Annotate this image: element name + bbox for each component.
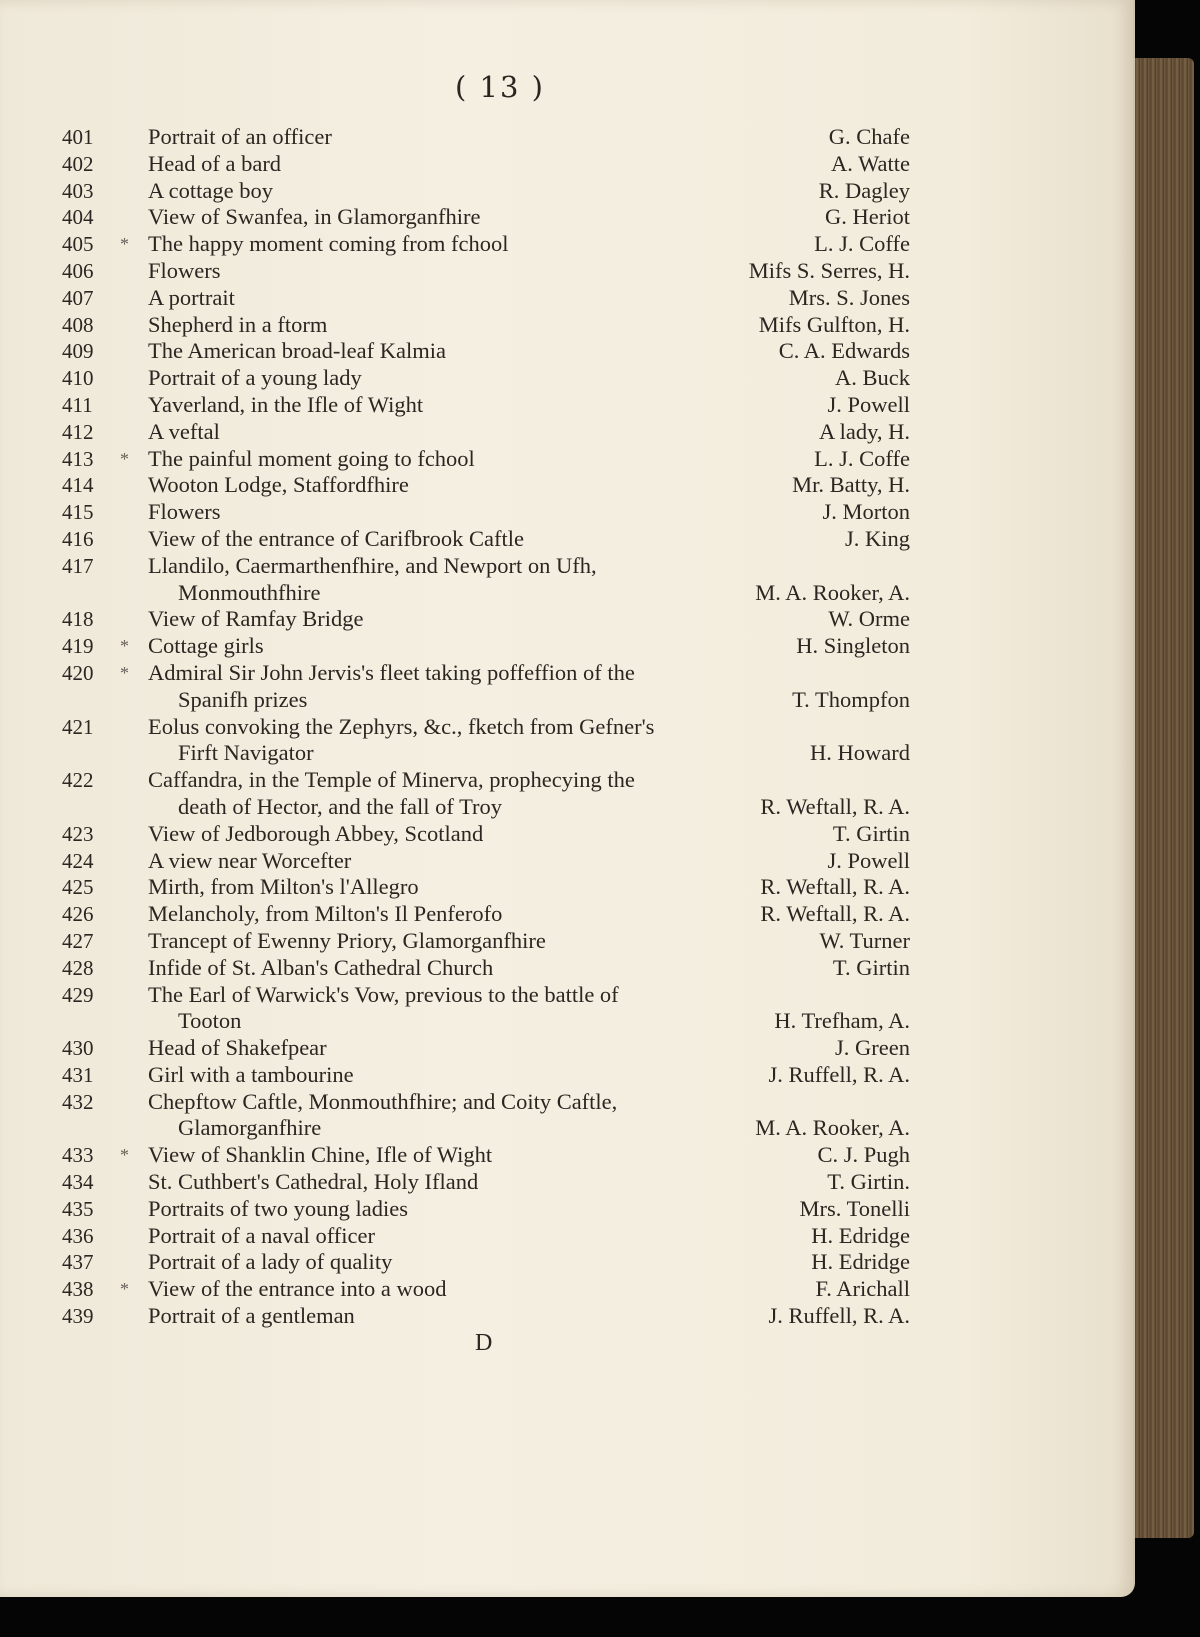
entry-number: 409 [62,339,94,364]
entry-title: View of the entrance into a wood [148,1276,447,1302]
entry-title: Head of a bard [148,150,282,176]
entry-number: 414 [62,473,94,498]
entry-line [62,1142,910,1169]
catalogue-entry [62,1035,910,1062]
entry-title: Mirth, from Milton's l'Allegro [148,874,419,900]
catalogue-entry [62,258,910,285]
entry-artist: H. Howard [810,740,910,766]
entry-artist: J. Green [835,1035,910,1061]
catalogue-entry [62,472,910,499]
entry-number: 436 [62,1223,94,1248]
entry-line [62,714,910,741]
entry-artist: Mifs Gulfton, H. [758,311,910,337]
entry-title: Trancept of Ewenny Priory, Glamorganfhire [148,927,546,953]
catalogue-entry [62,312,910,339]
entry-number: 438 [62,1277,94,1302]
entry-line [62,928,910,955]
entry-artist: H. Edridge [811,1222,910,1248]
catalogue-entry [62,1249,910,1276]
entry-number: 429 [62,982,94,1007]
entry-continuation-line [62,794,910,821]
catalogue-entry [62,633,910,660]
entry-artist: J. Ruffell, R. A. [768,1061,910,1087]
entry-artist: T. Girtin. [827,1169,910,1195]
catalogue-entry [62,606,910,633]
entry-title: Eolus convoking the Zephyrs, &c., fketch from Gefner's [148,713,655,739]
catalogue-entry [62,1062,910,1089]
entry-title: Girl with a tambourine [148,1061,354,1087]
entry-number: 432 [62,1089,94,1114]
catalogue-entry [62,499,910,526]
entry-number: 404 [62,205,94,230]
entry-title: View of Shanklin Chine, Ifle of Wight [148,1142,493,1168]
entry-line [62,1249,910,1276]
entry-artist: G. Chafe [828,124,910,149]
entry-title: Spanifh prizes [178,686,308,712]
entry-line [62,1223,910,1250]
catalogue-entry [62,874,910,901]
catalogue-entry [62,1303,910,1330]
entry-line [62,231,910,258]
entry-number: 426 [62,902,94,927]
entry-artist: G. Heriot [825,204,910,230]
catalogue-entry [62,1276,910,1303]
entry-title: Chepftow Caftle, Monmouthfhire; and Coity Caftle, [148,1088,618,1114]
entry-title: Portrait of an officer [148,124,332,149]
catalogue-entry [62,204,910,231]
entry-line [62,1169,910,1196]
entry-artist: Mr. Batty, H. [792,472,910,498]
entry-artist: C. J. Pugh [817,1142,910,1168]
entry-number: 430 [62,1036,94,1061]
entry-number: 410 [62,366,94,391]
entry-title: Monmouthfhire [178,579,321,605]
entry-title: Llandilo, Caermarthenfhire, and Newport on Ufh, [148,552,597,578]
entry-title: Admiral Sir John Jervis's fleet taking poffeffion of the [148,659,635,685]
entry-artist: L. J. Coffe [814,445,910,471]
entry-artist: R. Weftall, R. A. [760,874,910,900]
entry-title: Portrait of a lady of quality [148,1249,393,1275]
entry-title: The painful moment going to fchool [148,445,475,471]
catalogue-entry [62,285,910,312]
entry-line [62,312,910,339]
entry-number: 417 [62,553,94,578]
entry-artist: R. Weftall, R. A. [760,793,910,819]
entry-line [62,955,910,982]
asterisk-mark: * [120,1145,129,1166]
entry-artist: A lady, H. [818,418,910,444]
catalogue-entry [62,124,910,151]
entry-artist: J. Morton [822,499,910,525]
entry-line [62,660,910,687]
entry-artist: H. Edridge [811,1249,910,1275]
entry-number: 437 [62,1250,94,1275]
entry-line [62,472,910,499]
entry-number: 407 [62,285,94,310]
entry-line [62,178,910,205]
entry-artist: A. Buck [835,365,910,391]
entry-artist: T. Thompfon [792,686,910,712]
entry-line [62,1035,910,1062]
entry-title: A portrait [148,284,235,310]
entry-artist: H. Singleton [796,633,910,659]
catalogue-entry [62,392,910,419]
catalogue-entry [62,178,910,205]
catalogue-entry [62,901,910,928]
entry-number: 434 [62,1170,94,1195]
catalogue-entry [62,1196,910,1223]
catalogue-entry [62,231,910,258]
entry-line [62,633,910,660]
entry-line [62,848,910,875]
entry-title: View of the entrance of Carifbrook Caftle [148,525,524,551]
entry-title: Flowers [148,499,221,525]
entry-line [62,446,910,473]
asterisk-mark: * [120,1279,129,1300]
entry-artist: T. Girtin [832,954,910,980]
asterisk-mark: * [120,234,129,255]
entry-number: 425 [62,875,94,900]
entry-line [62,285,910,312]
entry-number: 402 [62,151,94,176]
entry-continuation-line [62,1008,910,1035]
entry-number: 435 [62,1196,94,1221]
entry-artist: Mifs S. Serres, H. [748,257,910,283]
entry-artist: W. Turner [819,927,910,953]
entry-artist: L. J. Coffe [814,231,910,257]
entry-number: 403 [62,178,94,203]
book-spine-edge [1132,58,1194,1538]
entry-title: Glamorganfhire [178,1115,322,1141]
catalogue-entry [62,767,910,821]
entry-number: 433 [62,1143,94,1168]
entry-title: Tooton [178,1008,242,1034]
entry-number: 405 [62,232,94,257]
catalogue-entry [62,446,910,473]
entry-title: Head of Shakefpear [148,1035,327,1061]
entry-number: 423 [62,821,94,846]
entry-title: death of Hector, and the fall of Troy [178,793,503,819]
catalogue-entry [62,553,910,607]
entry-artist: R. Dagley [818,177,910,203]
asterisk-mark: * [120,662,129,683]
entry-number: 418 [62,607,94,632]
asterisk-mark: * [120,448,129,469]
entry-title: Portraits of two young ladies [148,1195,408,1221]
catalogue-entry [62,714,910,768]
catalogue-entry [62,1142,910,1169]
catalogue-entry [62,982,910,1036]
catalogue-entry [62,1169,910,1196]
catalogue-entry [62,928,910,955]
catalogue-entry [62,1089,910,1143]
entry-line [62,392,910,419]
entry-continuation-line [62,1115,910,1142]
entry-line [62,258,910,285]
entry-line [62,1276,910,1303]
entry-artist: A. Watte [830,150,910,176]
entry-number: 419 [62,634,94,659]
entry-title: Portrait of a young lady [148,365,362,391]
entry-title: Caffandra, in the Temple of Minerva, prophecying the [148,767,635,793]
entry-number: 428 [62,955,94,980]
entry-title: A cottage boy [148,177,273,203]
entry-line [62,526,910,553]
catalogue-entry [62,1223,910,1250]
entry-number: 415 [62,500,94,525]
entry-title: Infide of St. Alban's Cathedral Church [148,954,494,980]
entry-number: 421 [62,714,94,739]
entry-artist: F. Arichall [815,1276,910,1302]
catalogue-entries [62,124,910,1330]
entry-title: The Earl of Warwick's Vow, previous to the battle of [148,981,619,1007]
catalogue-entry [62,419,910,446]
entry-line [62,1062,910,1089]
entry-line [62,821,910,848]
catalogue-entry [62,338,910,365]
entry-number: 406 [62,258,94,283]
entry-artist: J. King [844,525,910,551]
entry-title: Portrait of a naval officer [148,1222,375,1248]
entry-line [62,767,910,794]
entry-title: St. Cuthbert's Cathedral, Holy Ifland [148,1169,479,1195]
entry-artist: Mrs. S. Jones [788,284,910,310]
entry-title: Shepherd in a ftorm [148,311,328,337]
entry-number: 413 [62,446,94,471]
entry-artist: J. Powell [827,847,910,873]
entry-title: View of Jedborough Abbey, Scotland [148,820,484,846]
entry-title: The American broad-leaf Kalmia [148,338,446,364]
entry-line [62,124,910,151]
entry-number: 412 [62,419,94,444]
catalogue-entry [62,365,910,392]
entry-line [62,874,910,901]
entry-title: View of Ramfay Bridge [148,606,364,632]
entry-artist: T. Girtin [832,820,910,846]
entry-artist: J. Powell [827,391,910,417]
entry-artist: W. Orme [828,606,910,632]
entry-line [62,338,910,365]
entry-line [62,1303,910,1330]
entry-number: 408 [62,312,94,337]
entry-number: 424 [62,848,94,873]
entry-number: 411 [62,392,93,417]
signature-mark: D [475,1330,493,1356]
entry-artist: H. Trefham, A. [774,1008,910,1034]
catalogue-entry [62,151,910,178]
entry-number: 422 [62,768,94,793]
entry-title: Firft Navigator [178,740,314,766]
catalogue-entry [62,955,910,982]
entry-line [62,1196,910,1223]
entry-artist: R. Weftall, R. A. [760,901,910,927]
entry-line [62,419,910,446]
entry-number: 431 [62,1062,94,1087]
entry-artist: C. A. Edwards [778,338,910,364]
entry-line [62,151,910,178]
entry-continuation-line [62,580,910,607]
entry-number: 420 [62,660,94,685]
entry-line [62,204,910,231]
entry-line [62,901,910,928]
asterisk-mark: * [120,636,129,657]
entry-continuation-line [62,687,910,714]
entry-title: Flowers [148,257,221,283]
entry-artist: J. Ruffell, R. A. [768,1303,910,1329]
entry-number: 416 [62,526,94,551]
entry-number: 401 [62,125,94,149]
entry-title: Yaverland, in the Ifle of Wight [148,391,424,417]
entry-artist: Mrs. Tonelli [799,1195,910,1221]
catalogue-entry [62,821,910,848]
page-number: ( 13 ) [455,70,545,104]
entry-number: 427 [62,928,94,953]
entry-line [62,1089,910,1116]
entry-line [62,499,910,526]
entry-title: Cottage girls [148,633,264,659]
catalogue-entry [62,526,910,553]
entry-number: 439 [62,1304,94,1329]
catalogue-entry [62,660,910,714]
entry-artist: M. A. Rooker, A. [755,1115,910,1141]
entry-title: Melancholy, from Milton's Il Penferofo [148,901,503,927]
entry-line [62,553,910,580]
entry-line [62,365,910,392]
entry-artist: M. A. Rooker, A. [755,579,910,605]
entry-title: Wooton Lodge, Staffordfhire [148,472,409,498]
entry-line [62,606,910,633]
entry-title: Portrait of a gentleman [148,1303,355,1329]
entry-title: A veftal [148,418,220,444]
entry-title: View of Swanfea, in Glamorganfhire [148,204,481,230]
catalogue-entry [62,848,910,875]
entry-line [62,982,910,1009]
entry-title: A view near Worcefter [148,847,352,873]
entry-title: The happy moment coming from fchool [148,231,509,257]
entry-continuation-line [62,740,910,767]
